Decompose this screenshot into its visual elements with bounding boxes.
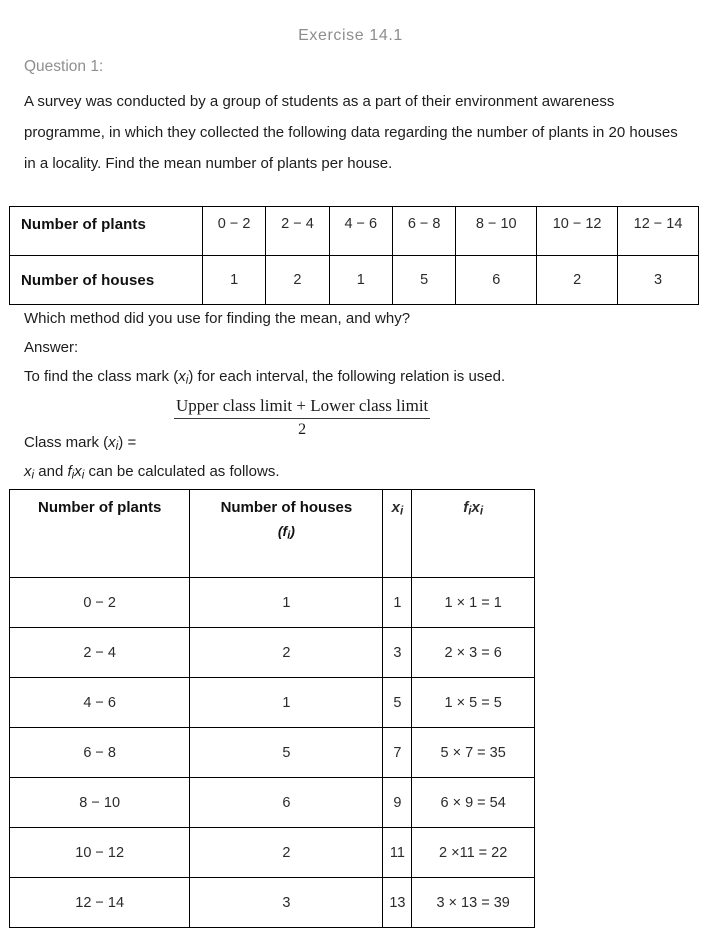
classmark-fixi-cell: 5 × 7 = 35 (412, 728, 535, 778)
classmark-intro-var: x (178, 368, 186, 385)
summary-interval-cell: 12 − 14 (618, 207, 699, 256)
classmark-xi-cell: 1 (383, 578, 412, 628)
summary-interval-cell: 10 − 12 (537, 207, 618, 256)
calc-note-x2: x (74, 463, 82, 480)
table-row (10, 256, 699, 305)
fixi-x: x (471, 499, 480, 516)
summary-houses-cell: 1 (329, 256, 392, 305)
classmark-fixi-cell: 2 ×11 = 22 (412, 828, 535, 878)
fraction-denominator: 2 (298, 421, 307, 438)
fixi-x-subscript: i (479, 504, 484, 518)
summary-interval-cell: 8 − 10 (456, 207, 537, 256)
summary-houses-cell: 1 (202, 256, 265, 305)
classmark-formula-fraction (174, 396, 430, 439)
xi-subscript: i (399, 504, 404, 518)
fixi-f: f (463, 499, 469, 516)
classmark-header-plants: Number of plants (10, 490, 190, 578)
summary-interval-cell: 6 − 8 (392, 207, 455, 256)
classmark-fixi-cell: 1 × 1 = 1 (412, 578, 535, 628)
classmark-line-prefix: Class mark ( (24, 434, 109, 451)
classmark-header-fixi (412, 490, 535, 578)
classmark-fixi-cell: 1 × 5 = 5 (412, 678, 535, 728)
houses-f-symbol: (f (277, 523, 288, 539)
classmark-interval-cell: 8 − 10 (10, 778, 190, 828)
method-question-text: Which method did you use for finding the mean, and why? (24, 310, 411, 327)
classmark-header-houses-line2 (190, 523, 382, 541)
classmark-interval-cell: 12 − 14 (10, 878, 190, 928)
houses-f-close: ) (290, 523, 295, 539)
calc-note-x: x (24, 463, 32, 480)
summary-houses-cell: 6 (456, 256, 537, 305)
classmark-interval-cell: 0 − 2 (10, 578, 190, 628)
classmark-houses-cell: 2 (190, 628, 383, 678)
classmark-houses-cell: 2 (190, 828, 383, 878)
classmark-header-xi (383, 490, 412, 578)
table-row (10, 878, 535, 928)
classmark-header-houses (190, 490, 383, 578)
classmark-interval-cell: 6 − 8 (10, 728, 190, 778)
houses-f-subscript: i (287, 529, 291, 542)
table-row (10, 828, 535, 878)
classmark-line-var: x (108, 434, 116, 451)
summary-interval-cell: 4 − 6 (329, 207, 392, 256)
table-row (10, 628, 535, 678)
calc-note-mid: and (34, 463, 68, 480)
classmark-xi-cell: 7 (383, 728, 412, 778)
classmark-intro-prefix: To find the class mark ( (24, 368, 179, 385)
summary-row-header-plants: Number of plants (10, 207, 203, 256)
classmark-xi-cell: 3 (383, 628, 412, 678)
classmark-header-houses-line1: Number of houses (220, 499, 353, 516)
fixi-f-subscript: i (468, 504, 472, 518)
classmark-houses-cell: 6 (190, 778, 383, 828)
classmark-houses-cell: 5 (190, 728, 383, 778)
fraction-numerator: Upper class limit + Lower class limit (174, 396, 430, 419)
classmark-intro-sub: i (185, 373, 189, 387)
calc-note-suffix: can be calculated as follows. (84, 463, 280, 480)
calc-note-fsub: i (71, 468, 75, 482)
summary-row-header-houses: Number of houses (10, 256, 203, 305)
table-row (10, 207, 699, 256)
summary-houses-cell: 5 (392, 256, 455, 305)
table-row (10, 728, 535, 778)
summary-houses-cell: 2 (266, 256, 329, 305)
classmark-xi-cell: 5 (383, 678, 412, 728)
intro-paragraph: A survey was conducted by a group of students as a part of their environment awareness programme, in which they collected the following data regarding the number of plants in 20 houses in a locality. Find the mean number of plants per house. (24, 93, 678, 172)
calc-note-sub: i (31, 468, 35, 482)
classmark-houses-cell: 1 (190, 678, 383, 728)
summary-interval-cell: 0 − 2 (202, 207, 265, 256)
calculation-note-text (24, 456, 280, 491)
classmark-fixi-cell: 2 × 3 = 6 (412, 628, 535, 678)
summary-houses-cell: 3 (618, 256, 699, 305)
calc-note-xsub: i (81, 468, 85, 482)
answer-label: Answer: (24, 339, 79, 356)
page-title: Exercise 14.1 (298, 27, 403, 44)
summary-houses-cell: 2 (537, 256, 618, 305)
classmark-table (9, 489, 535, 928)
classmark-fixi-cell: 3 × 13 = 39 (412, 878, 535, 928)
classmark-xi-cell: 13 (383, 878, 412, 928)
classmark-intro-suffix: ) for each interval, the following relation is used. (188, 368, 506, 385)
table-row (10, 678, 535, 728)
classmark-fixi-cell: 6 × 9 = 54 (412, 778, 535, 828)
classmark-houses-cell: 1 (190, 578, 383, 628)
classmark-line-suffix: ) = (118, 434, 137, 451)
classmark-xi-cell: 9 (383, 778, 412, 828)
classmark-houses-cell: 3 (190, 878, 383, 928)
classmark-xi-cell: 11 (383, 828, 412, 878)
question-label: Question 1: (24, 58, 104, 75)
classmark-line-sub: i (115, 439, 119, 453)
table-row (10, 778, 535, 828)
xi-var: x (391, 499, 400, 516)
classmark-interval-cell: 2 − 4 (10, 628, 190, 678)
classmark-intro-text (24, 361, 505, 396)
summary-table (9, 206, 699, 305)
table-header-row (10, 490, 535, 578)
classmark-interval-cell: 4 − 6 (10, 678, 190, 728)
classmark-interval-cell: 10 − 12 (10, 828, 190, 878)
table-row (10, 578, 535, 628)
calc-note-f: f (67, 463, 72, 480)
summary-interval-cell: 2 − 4 (266, 207, 329, 256)
